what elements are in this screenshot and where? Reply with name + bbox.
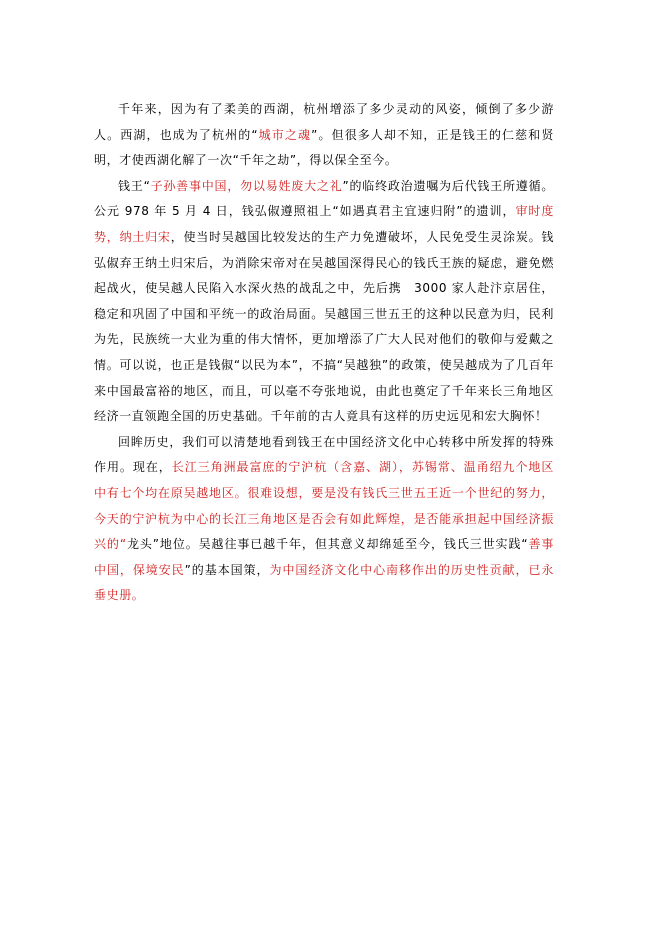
p1-highlight-1: 城市之魂	[258, 127, 312, 142]
paragraph-1	[94, 97, 554, 174]
p2-text-1: 钱王“	[118, 178, 151, 193]
article-body	[94, 97, 554, 609]
p2-text-3: ，使当时吴越国比较发达的生产力免遭破坏，人民免受生灵涂炭。钱弘俶弃王纳土归宋后，为消除宋帝对在吴越国深得民心的钱氏王族的疑虑，避免燃起战火，使吴越人民陷入水深火热的战乱之中，先后携 3000 家人赴汴京居住，稳定和巩固了中国和平统一的政治局面。吴越国三世五王的这种以民意为归，民利为先，民族统一大业为重的伟大情怀，更加增添了广大人民对他们的敬仰与爱戴之情。可以说，也正是钱俶“以民为本”，不搞“吴越独”的政策，使吴越成为了几百年来中国最富裕的地区，而且，可以毫不夸张地说，由此也奠定了千年来长三角地区经济一直领跑全国的历史基础。千年前的古人竟具有这样的历史远见和宏大胸怀！	[94, 229, 554, 424]
p2-text-2: ”的临终政治遗嘱为后代钱王所遵循。公元 978 年 5 月 4 日，钱弘俶遵照祖上“如遇真君主宜速归附”的遗训，	[94, 178, 554, 219]
p2-highlight-1: 子孙善事中国，勿以易姓废大之礼	[150, 178, 343, 193]
p1-text-2: ”。但很多人却不知，正是钱王的仁慈和贤明，才使西湖化解了一次“千年之劫”，得以保全至今。	[94, 127, 554, 168]
p3-text-3: ”地位。吴越往事已越千年，但其意义却绵延至今，钱氏三世实践“	[152, 537, 529, 552]
p3-highlight-4: 为中国经济文化中心南移作出的历史性贡献，已永垂史册。	[94, 562, 555, 603]
p3-text-2: 龙头	[126, 537, 153, 552]
p1-text-1: 千年来，因为有了柔美的西湖，杭州增添了多少灵动的风姿，倾倒了多少游人。西湖，也成为了杭州的“	[94, 102, 554, 142]
p2-highlight-2: 审时度势，纳土归宋	[94, 204, 554, 244]
paragraph-2	[94, 174, 554, 430]
p3-text-1: 回眸历史，我们可以清楚地看到钱王在中国经济文化中心转移中所发挥的特殊作用。现在，	[94, 434, 554, 475]
p3-highlight-1: 长江三角洲最富庶的宁沪杭（含嘉、湖），苏锡常、温甬绍九个地区中有七个均在原吴越地区。很难设想，要是没有钱氏三世五王近一个世纪的努力，今天的宁沪杭为中心的长江三角地区是否会有如此辉煌，是否能承担起中国经济振兴的“	[94, 460, 554, 552]
p3-text-4: ”的基本国策，	[184, 562, 270, 577]
p3-highlight-3: 善事中国，保境安民	[94, 537, 555, 577]
paragraph-3	[94, 430, 554, 609]
